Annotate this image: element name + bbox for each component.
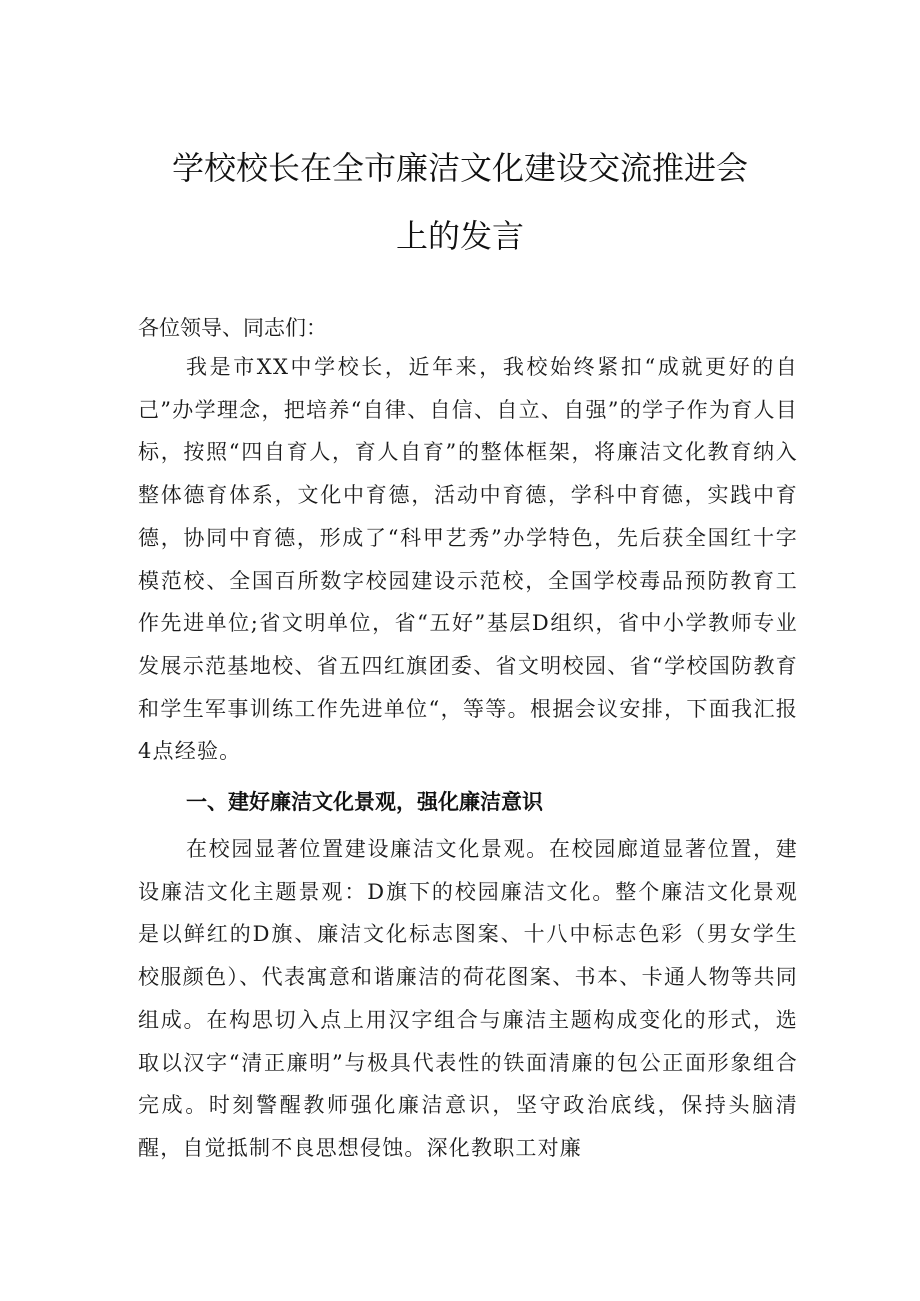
document-title-line-1: 学校校长在全市廉洁文化建设交流推进会 bbox=[171, 149, 748, 187]
body-paragraph-section-1: 在校园显著位置建设廉洁文化景观。在校园廊道显著位置，建设廉洁文化主题景观：D旗下的校园廉洁文化。整个廉洁文化景观是以鲜红的D旗、廉洁文化标志图案、十八中标志色彩（男女学生校服颜色）、代表寓意和谐廉洁的荷花图案、书本、卡通人物等共同组成。在构思切入点上用汉字组合与廉洁主题构成变化的形式，选取以汉字“清正廉明”与极具代表性的铁面清廉的包公正面形象组合完成。时刻警醒教师强化廉洁意识，坚守政治底线，保持头脑清醒，自觉抵制不良思想侵蚀。深化教职工对廉 bbox=[138, 837, 798, 1160]
section-heading-1: 一、建好廉洁文化景观，强化廉洁意识 bbox=[186, 790, 543, 814]
salutation: 各位领导、同志们： bbox=[138, 316, 327, 340]
body-paragraph-intro: 我是市XX中学校长，近年来，我校始终紧扣“成就更好的自己”办学理念，把培养“自律、自信、自立、自强”的学子作为育人目标，按照“四自育人，育人自育”的整体框架，将廉洁文化教育纳入整体德育体系，文化中育德，活动中育德，学科中育德，实践中育德，协同中育德，形成了“科甲艺秀”办学特色，先后获全国红十字模范校、全国百所数字校园建设示范校，全国学校毒品预防教育工作先进单位;省文明单位，省“五好”基层D组织，省中小学教师专业发展示范基地校、省五四红旗团委、省文明校园、省“学校国防教育和学生军事训练工作先进单位“，等等。根据会议安排，下面我汇报4点经验。 bbox=[138, 355, 798, 764]
document-title-line-2: 上的发言 bbox=[395, 217, 524, 255]
